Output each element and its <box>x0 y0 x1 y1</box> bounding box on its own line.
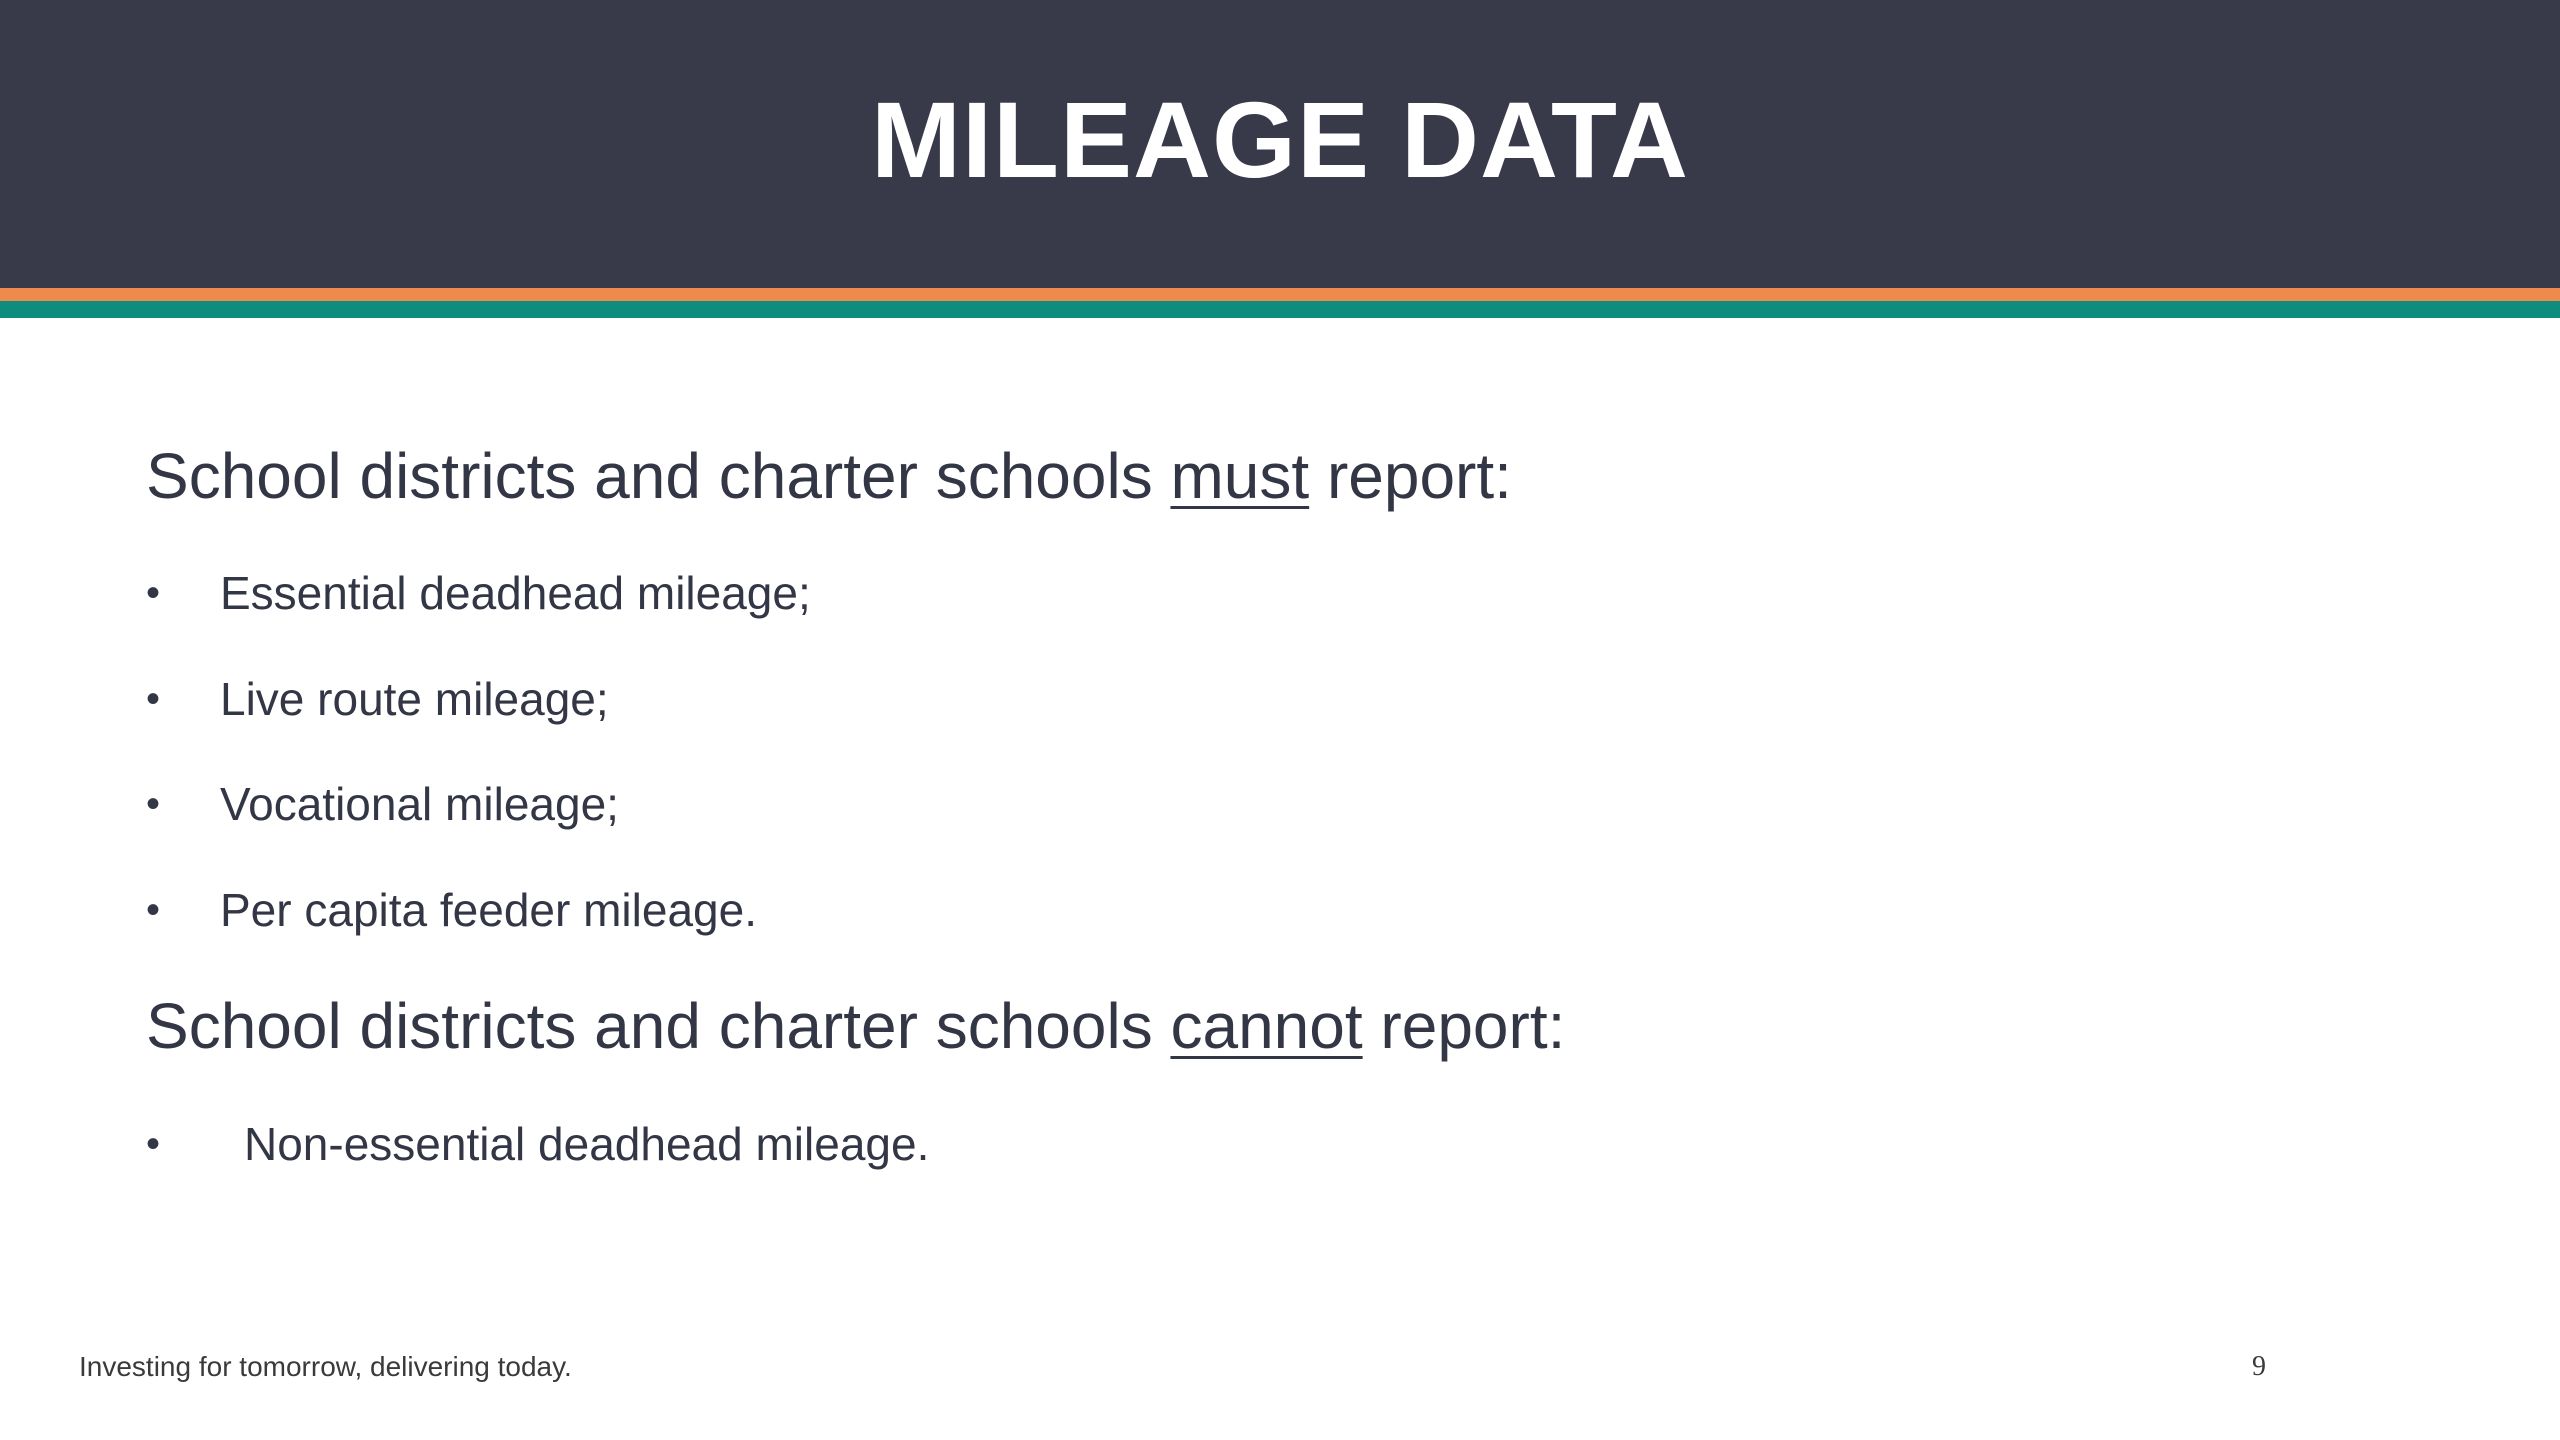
bullet-icon: • <box>146 677 161 721</box>
list-item <box>146 567 811 619</box>
list-item-text: Vocational mileage; <box>220 778 619 830</box>
must-heading-suffix: report: <box>1309 440 1512 512</box>
cannot-heading-prefix: School districts and charter schools <box>146 990 1171 1062</box>
accent-stripe-teal <box>0 301 2560 318</box>
must-report-heading <box>146 440 1512 512</box>
cannot-heading-suffix: report: <box>1362 990 1566 1062</box>
accent-stripe-orange <box>0 288 2560 301</box>
list-item <box>146 884 757 936</box>
list-item <box>146 673 609 725</box>
list-item-text: Non-essential deadhead mileage. <box>244 1118 930 1170</box>
slide-title: MILEAGE DATA <box>871 78 1689 200</box>
bullet-icon: • <box>146 782 161 826</box>
list-item-text: Live route mileage; <box>220 673 609 725</box>
list-item <box>146 1118 930 1170</box>
must-heading-prefix: School districts and charter schools <box>146 440 1171 512</box>
list-item <box>146 778 619 830</box>
page-number: 9 <box>2252 1351 2266 1382</box>
bullet-icon: • <box>146 571 161 615</box>
cannot-heading-emphasis: cannot <box>1170 990 1363 1062</box>
cannot-report-heading <box>146 990 1566 1062</box>
bullet-icon: • <box>146 888 161 932</box>
footer-tagline: Investing for tomorrow, delivering today. <box>79 1351 572 1382</box>
list-item-text: Essential deadhead mileage; <box>220 567 811 619</box>
bullet-icon: • <box>146 1122 161 1166</box>
must-heading-emphasis: must <box>1170 440 1310 512</box>
list-item-text: Per capita feeder mileage. <box>220 884 757 936</box>
